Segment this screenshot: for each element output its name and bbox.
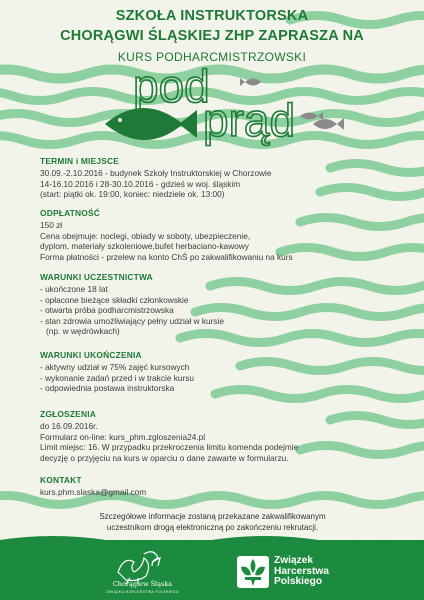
section-line: Forma płatności - przelew na konto ChŚ po zakwalifikowaniu na kurs xyxy=(40,251,293,262)
section-line: - stan zdrowia umożliwiający pełny udział w kursie xyxy=(40,315,224,326)
zhp-wordmark-line: Związek xyxy=(274,555,314,566)
zhp-wordmark-line: Polskiego xyxy=(274,576,323,587)
section-line: 150 zł xyxy=(40,220,63,231)
registration-form-link[interactable]: Formularz on-line: kurs_phm.zgloszenia24.pl xyxy=(40,431,206,442)
section-line: - otwarta próba podharcmistrzowska xyxy=(40,305,174,316)
contact-email-link[interactable]: kurs.phm.slaska@gmail.com xyxy=(40,487,147,498)
section-line: dyplom, materiały szkoleniowe,bufet herbaciano-kawowy xyxy=(40,241,249,252)
section-title: KONTAKT xyxy=(40,475,82,485)
logo-word-pod: pod xyxy=(133,64,210,112)
section-zgloszenia xyxy=(40,409,390,463)
choragiew-subtitle: ZWIĄZKU HARCERSTWA POLSKIEGO xyxy=(106,590,179,594)
zhp-wordmark-line: Harcerstwa xyxy=(274,565,329,577)
section-line: (np. w wędrówkach) xyxy=(46,326,120,337)
section-line: - aktywny udział w 75% zajęć kursowych xyxy=(40,362,190,373)
section-title: TERMIN i MIEJSCE xyxy=(40,156,120,166)
section-line: - wykonanie zadań przed i w trakcie kursu xyxy=(40,372,195,383)
section-line: Limit miejsc: 16. W przypadku przekroczenia limitu komenda podejmie xyxy=(40,442,299,453)
header-line-1: SZKOŁA INSTRUKTORSKA xyxy=(115,8,309,24)
section-line: - ukończone 18 lat xyxy=(40,284,108,295)
section-line: (start: piątki ok. 19:00, koniec: niedziele ok. 13:00) xyxy=(40,189,225,200)
big-fish-icon xyxy=(105,108,197,140)
section-line: - opłacone bieżące składki członkowskie xyxy=(40,294,189,305)
fish-icon-small-1 xyxy=(240,78,261,86)
section-line: 14-16.10.2016 i 28-30.10.2016 - gdzieś w woj. śląskim xyxy=(40,178,241,189)
footer-wave xyxy=(0,532,424,552)
section-line: - odpowiednia postawa instruktorska xyxy=(40,383,175,394)
section-title: WARUNKI UCZESTNICTWA xyxy=(40,272,153,282)
info-note xyxy=(60,511,365,533)
section-title: ODPŁATNOŚĆ xyxy=(40,208,101,218)
section-ukonczenie xyxy=(40,350,390,394)
zhp-wordmark xyxy=(274,556,329,588)
section-termin xyxy=(40,156,390,200)
header-line-3: KURS PODHARCMISTRZOWSKI xyxy=(117,50,307,64)
section-odplatnosc xyxy=(40,208,390,262)
section-line: Cena obejmuje: noclegi, obiady w soboty, ubezpieczenie, xyxy=(40,230,251,241)
section-line: 30.09.-2.10.2016 - budynek Szkoły Instruktorskiej w Chorzowie xyxy=(40,168,272,179)
fish-icon-large xyxy=(313,118,344,130)
fish-icon-small-2 xyxy=(300,112,323,120)
section-line: do 16.09.2016r. xyxy=(40,421,98,432)
section-kontakt xyxy=(40,475,390,498)
info-note-line: Szczegółowe informacje zostaną przekazane zakwalifikowanym xyxy=(99,512,326,521)
section-title: ZGŁOSZENIA xyxy=(40,409,96,419)
section-title: WARUNKI UKOŃCZENIA xyxy=(40,350,142,360)
pod-prad-logo xyxy=(95,64,345,154)
zhp-lily-badge-icon xyxy=(236,555,270,589)
choragiew-name: Chorągiew Śląska xyxy=(112,580,173,588)
info-note-line: uczestnikom drogą elektroniczną po zakończeniu rekrutacji. xyxy=(106,523,319,532)
header-line-2: CHORĄGWI ŚLĄSKIEJ ZHP ZAPRASZA NA xyxy=(60,28,364,44)
logo-word-prad: prąd xyxy=(203,94,296,146)
section-uczestnictwo xyxy=(40,272,390,336)
section-line: decyzję o przyjęciu na kurs w oparciu o dane zawarte w formularzu. xyxy=(40,452,289,463)
